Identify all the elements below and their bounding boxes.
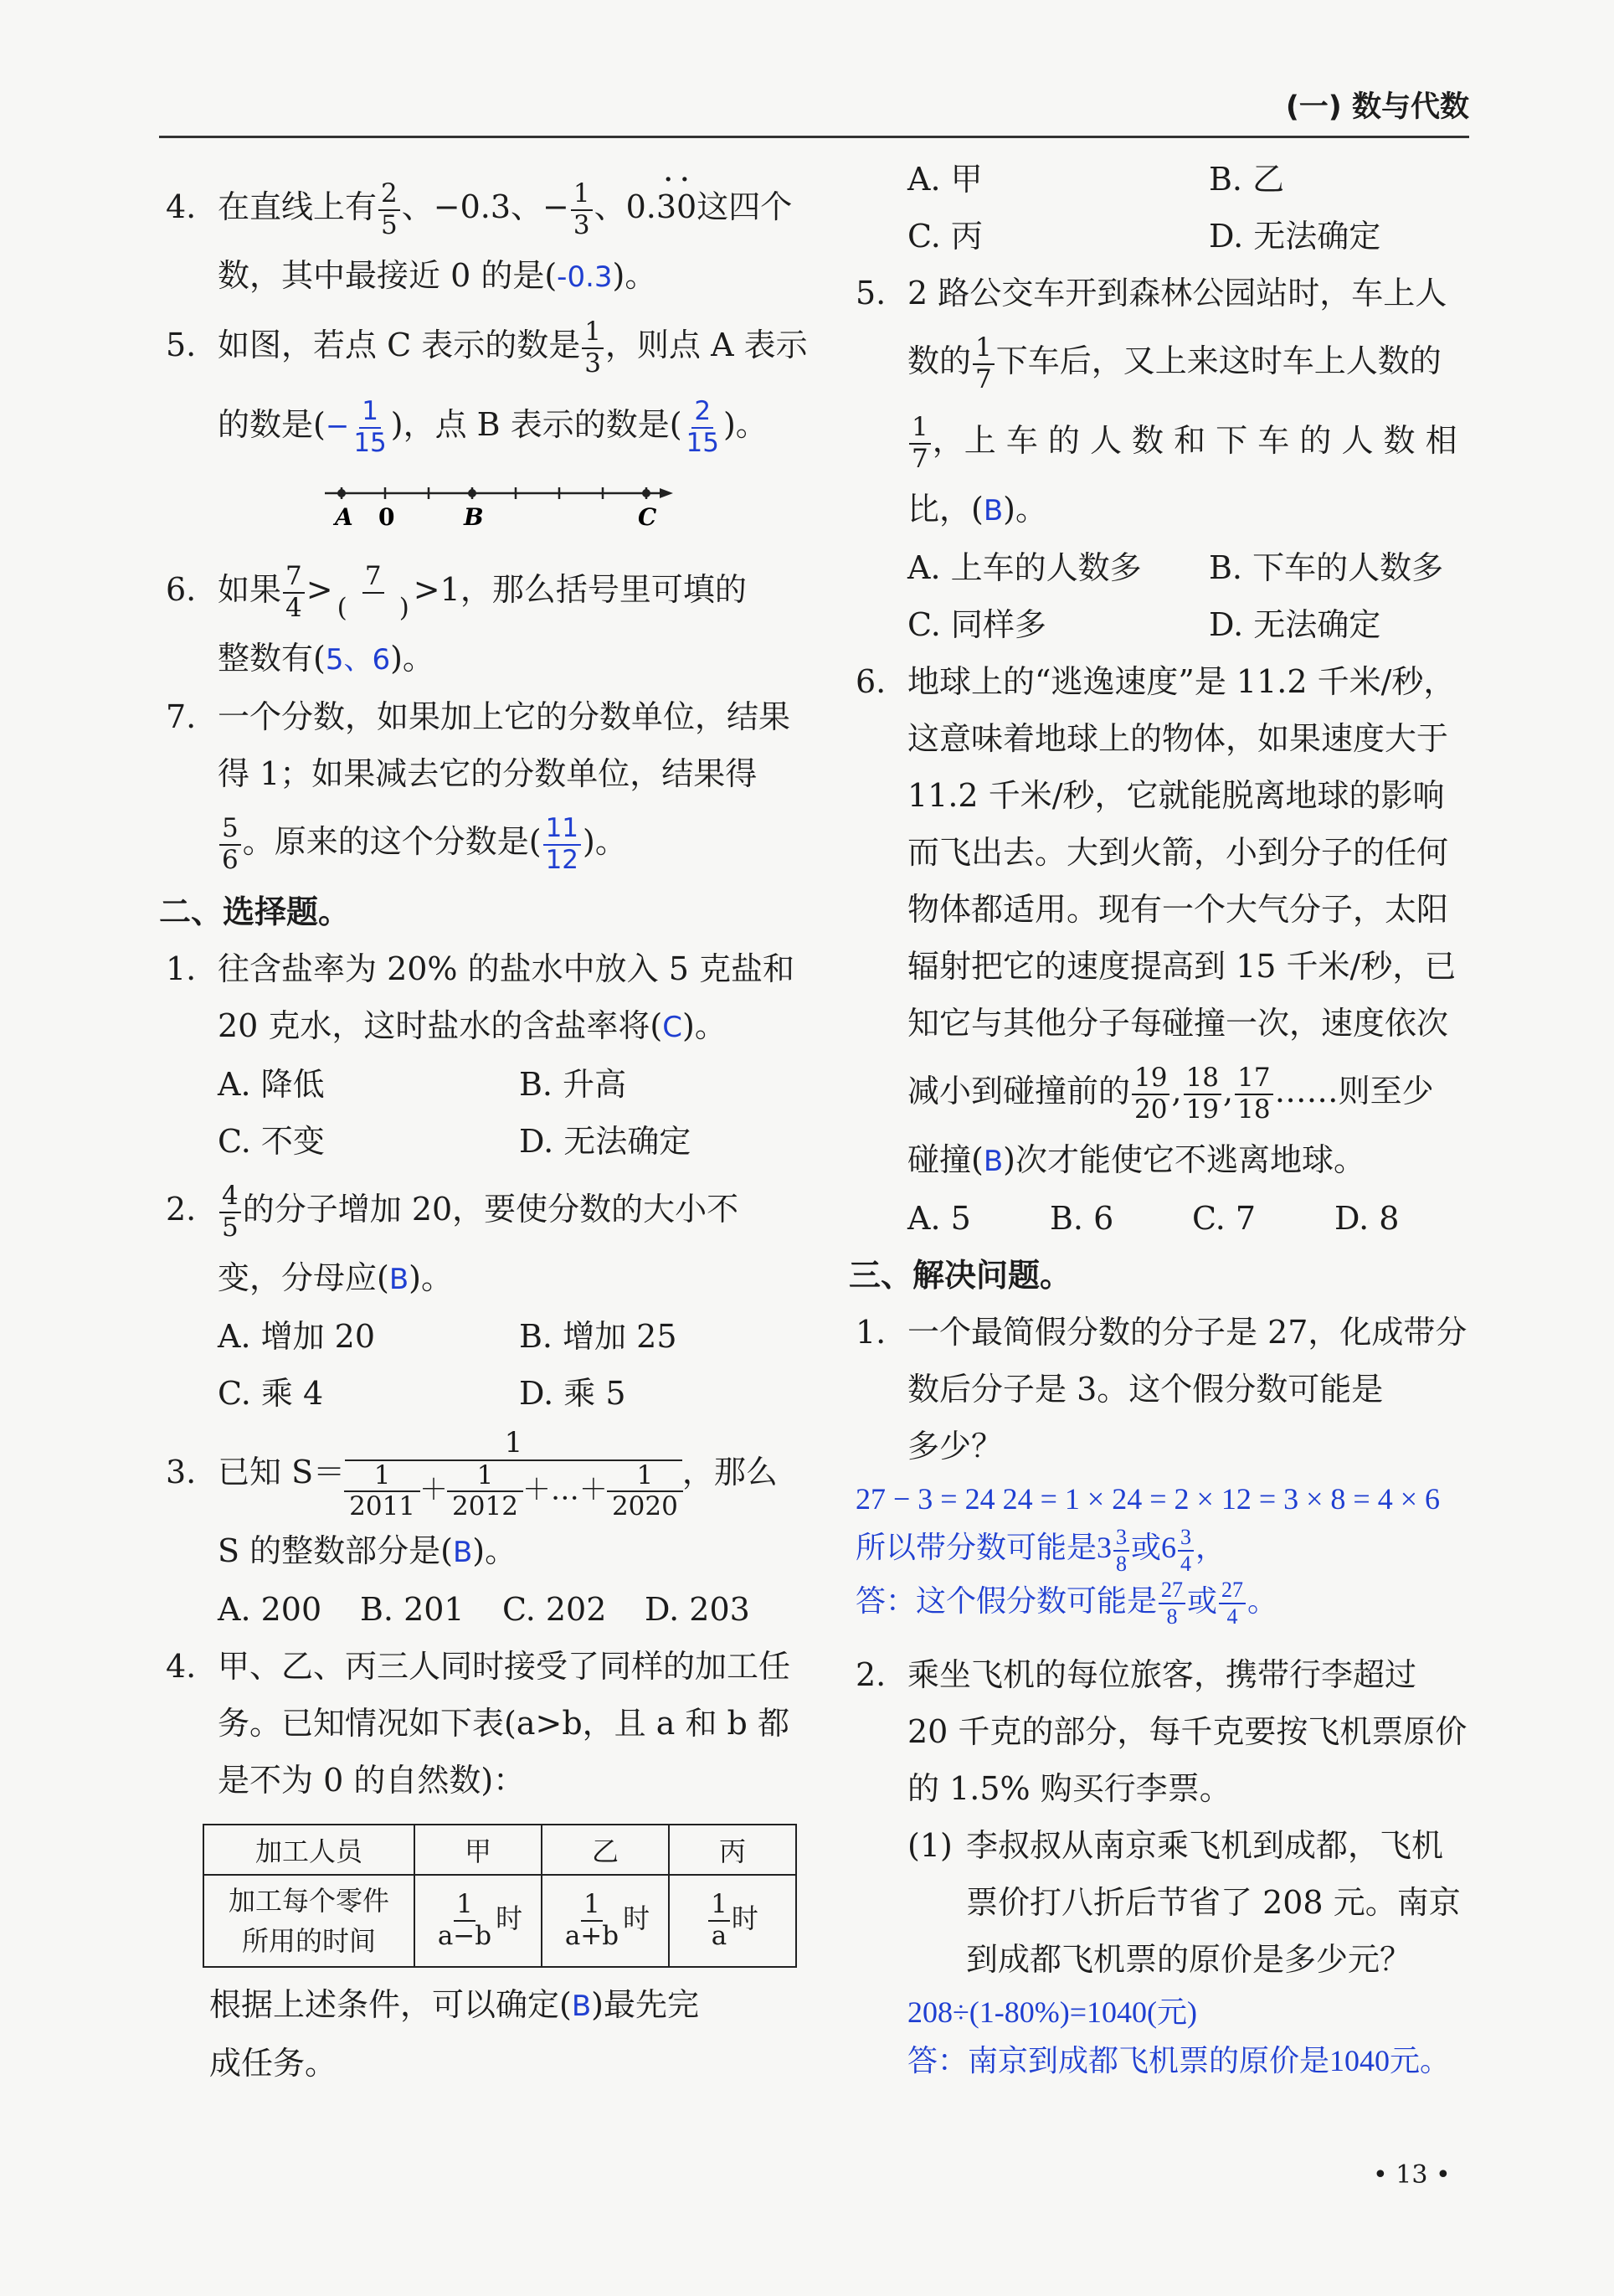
answer: B [571, 1990, 592, 2023]
answer: $\frac{2}{15}$ [686, 395, 719, 458]
table-row: 加工人员 甲 乙 丙 [203, 1825, 796, 1875]
fraction: $\frac{4}{5}$ [219, 1181, 241, 1243]
answer: B [388, 1263, 409, 1296]
compound-fraction: 1 $\frac{1}{2011}$ ＋ $\frac{1}{2012}$ ＋…＋ $\frac{1}{2020}$ [345, 1428, 682, 1522]
answer: -0.3 [557, 260, 613, 294]
choice-3: 3. 已知 S＝ 1 $\frac{1}{2011}$ ＋ $\frac{1}{2012}$ ＋…＋ $\frac{1}{2020}$ ，那么 [166, 1426, 778, 1522]
answer: B [983, 494, 1004, 528]
fraction: $\frac{5}{6}$ [219, 814, 241, 875]
problem-1: 1. 一个最简假分数的分子是 27，化成带分 [856, 1314, 1468, 1351]
left-column: 4. 在直线上有 $\frac{2}{5}$ 、−0.3、− $\frac{1}{3}$ 、0.· 30 ·这四个 数，其中最接近 0 的是(-0.3)。 5. 如图，若点 C 表示的数是 $\frac{1}{3}$ ，则点 A 表示 的数是(− $\frac{1}{15}$ )，点 B 表示的数是( $\frac{2}{15}$ )。 A 0 B C 6. 如果 $\frac{7}{4}$ > $\frac{7}{( )}$ >1，那么括号里可填的 整数有(5、6)。 7. 一个分数，如果加上它的分数单位，结果 得 1；如果减去它的分数单位，结果得 $\frac{5}{6}$ 。原来的这个分数是( $\frac{11}{12}$ )。 二、选择题。 1. 往含盐率为 20% 的盐水中放入 5 克盐和 20 克水，这时盐水的含盐率将(C)。 A. 降低 B. 升高 C. 不变 D. 无法确定 2. $\frac{4}{5}$ 的分子增加 20，要使分数的大小不 变，分母应(B)。 A. 增加 20 B. 增加 25 C. 乘 4 D. 乘 5 3. 已知 S＝ 1 $\frac{1}{2011}$ ＋ $\frac{1}{2012}$ ＋…＋ $\frac{1}{2020}$ ，那么 S 的整数部分是(B)。 A. 200 B. 201 C. 202 D. 203 4. 甲、乙、丙三人同时接受了同样的加工任 务。已知情况如下表(a>b，且 a 和 b 都 是不为 0 的自然数)： 加工人员 甲 乙 丙 加工每个零件 所用的时间 $\frac{1}{a-b}$ 时 $\frac{1}{a+b}$ 时 $\frac{1}{a}$ 时 根据上述条件，可以确定(B)最先完 成任务。 [166, 167, 802, 2092]
page-number: • 13 • [1373, 2160, 1451, 2190]
point-label-a: A [335, 503, 353, 531]
fraction: $\frac{1}{3}$ [582, 317, 604, 378]
fraction: $\frac{7}{4}$ [283, 562, 305, 623]
answer: B [983, 1145, 1004, 1178]
question-4: 4. 在直线上有 $\frac{2}{5}$ 、−0.3、− $\frac{1}{3}$ 、0.· 30 ·这四个 [166, 167, 802, 247]
section-heading-choice: 二、选择题。 [159, 893, 351, 930]
answer: $\frac{11}{12}$ [542, 826, 583, 860]
question-6: 6. 如果 $\frac{7}{4}$ > $\frac{7}{( )}$ >1，那么括号里可填的 [166, 560, 747, 623]
page-header [159, 77, 1469, 138]
fraction: $\frac{1}{3}$ [571, 179, 593, 240]
header-title: (一) 数与代数 [1285, 90, 1469, 124]
problem-2: 2. 乘坐飞机的每位旅客，携带行李超过 [856, 1656, 1417, 1694]
question-5: 5. 如图，若点 C 表示的数是 $\frac{1}{3}$ ，则点 A 表示 [166, 316, 808, 378]
handwritten-work: 208÷(1-80%)=1040(元) [907, 1995, 1197, 2030]
choice-6: 6. 地球上的“逃逸速度”是 11.2 千米/秒， [856, 663, 1456, 700]
right-column: A. 甲 B. 乙 C. 丙 D. 无法确定 5. 2 路公交车开到森林公园站时，车上人 数的 $\frac{1}{7}$ 下车后，又上来这时车上人数的 $\frac{1}{7}$ ，上 车 的 人 数 和 下 车 的 人 数 相 比，(B)。 A. 上车的人数多 B. 下车的人数多 C. 同样多 D. 无法确定 6. 地球上的“逃逸速度”是 11.2 千米/秒， 这意味着地球上的物体，如果速度大于 11.2 千米/秒，它就能脱离地球的影响 而飞出去。大到火箭，小到分子的任何 物体都适用。现有一个大气分子，太阳 辐射把它的速度提高到 15 千米/秒，已 知它与其他分子每碰撞一次，速度依次 减小到碰撞前的 $\frac{19}{20}$ , $\frac{18}{19}$ , $\frac{17}{18}$ ……则至少 碰撞(B)次才能使它不逃离地球。 A. 5 B. 6 C. 7 D. 8 三、解决问题。 1. 一个最简假分数的分子是 27，化成带分 数后分子是 3。这个假分数可能是 多少？ 27 − 3 = 24 24 = 1 × 24 = 2 × 12 = 3 × 8 = 4 × 6 所以带分数可能是3 $\frac{3}{8}$ 或6 $\frac{3}{4}$ ， 答：这个假分数可能是 $\frac{27}{8}$ 或 $\frac{27}{4}$ 。 2. 乘坐飞机的每位旅客，携带行李超过 20 千克的部分，每千克要按飞机票原价 的 1.5% 购买行李票。 (1) 李叔叔从南京乘飞机到成都，飞机 票价打八折后节省了 208 元。南京 到成都飞机票的原价是多少元？ 208÷(1-80%)=1040(元) 答：南京到成都飞机票的原价是1040元。 [856, 151, 1609, 2085]
choice-5: 5. 2 路公交车开到森林公园站时，车上人 [856, 275, 1447, 311]
point-label-c: C [638, 503, 657, 531]
answer: − $\frac{1}{15}$ [325, 395, 387, 458]
choice-4: 4. 甲、乙、丙三人同时接受了同样的加工任 [166, 1648, 791, 1685]
handwritten-work: 27 − 3 = 24 24 = 1 × 24 = 2 × 12 = 3 × 8 = 4 × 6 [856, 1482, 1441, 1516]
answer: 5、6 [325, 643, 391, 677]
work-time-table [203, 1824, 797, 1968]
question-7: 7. 一个分数，如果加上它的分数单位，结果 [166, 698, 791, 735]
answer: B [452, 1536, 473, 1569]
section-heading-solve: 三、解决问题。 [849, 1257, 1072, 1294]
point-label-0: 0 [378, 503, 395, 531]
point-label-b: B [464, 503, 484, 531]
choice-1: 1. 往含盐率为 20% 的盐水中放入 5 克盐和 [166, 950, 794, 987]
repeating-decimal: · 30 · [656, 167, 696, 247]
fraction: $\frac{2}{5}$ [378, 179, 400, 240]
answer: C [662, 1011, 683, 1044]
choice-2: 2. $\frac{4}{5}$ 的分子增加 20，要使分数的大小不 [166, 1180, 739, 1243]
fraction: $\frac{7}{( )}$ [337, 560, 409, 623]
number-line [325, 481, 676, 532]
table-row: 加工每个零件 所用的时间 $\frac{1}{a-b}$ 时 $\frac{1}{a+b}$ 时 $\frac{1}{a}$ 时 [203, 1875, 796, 1967]
